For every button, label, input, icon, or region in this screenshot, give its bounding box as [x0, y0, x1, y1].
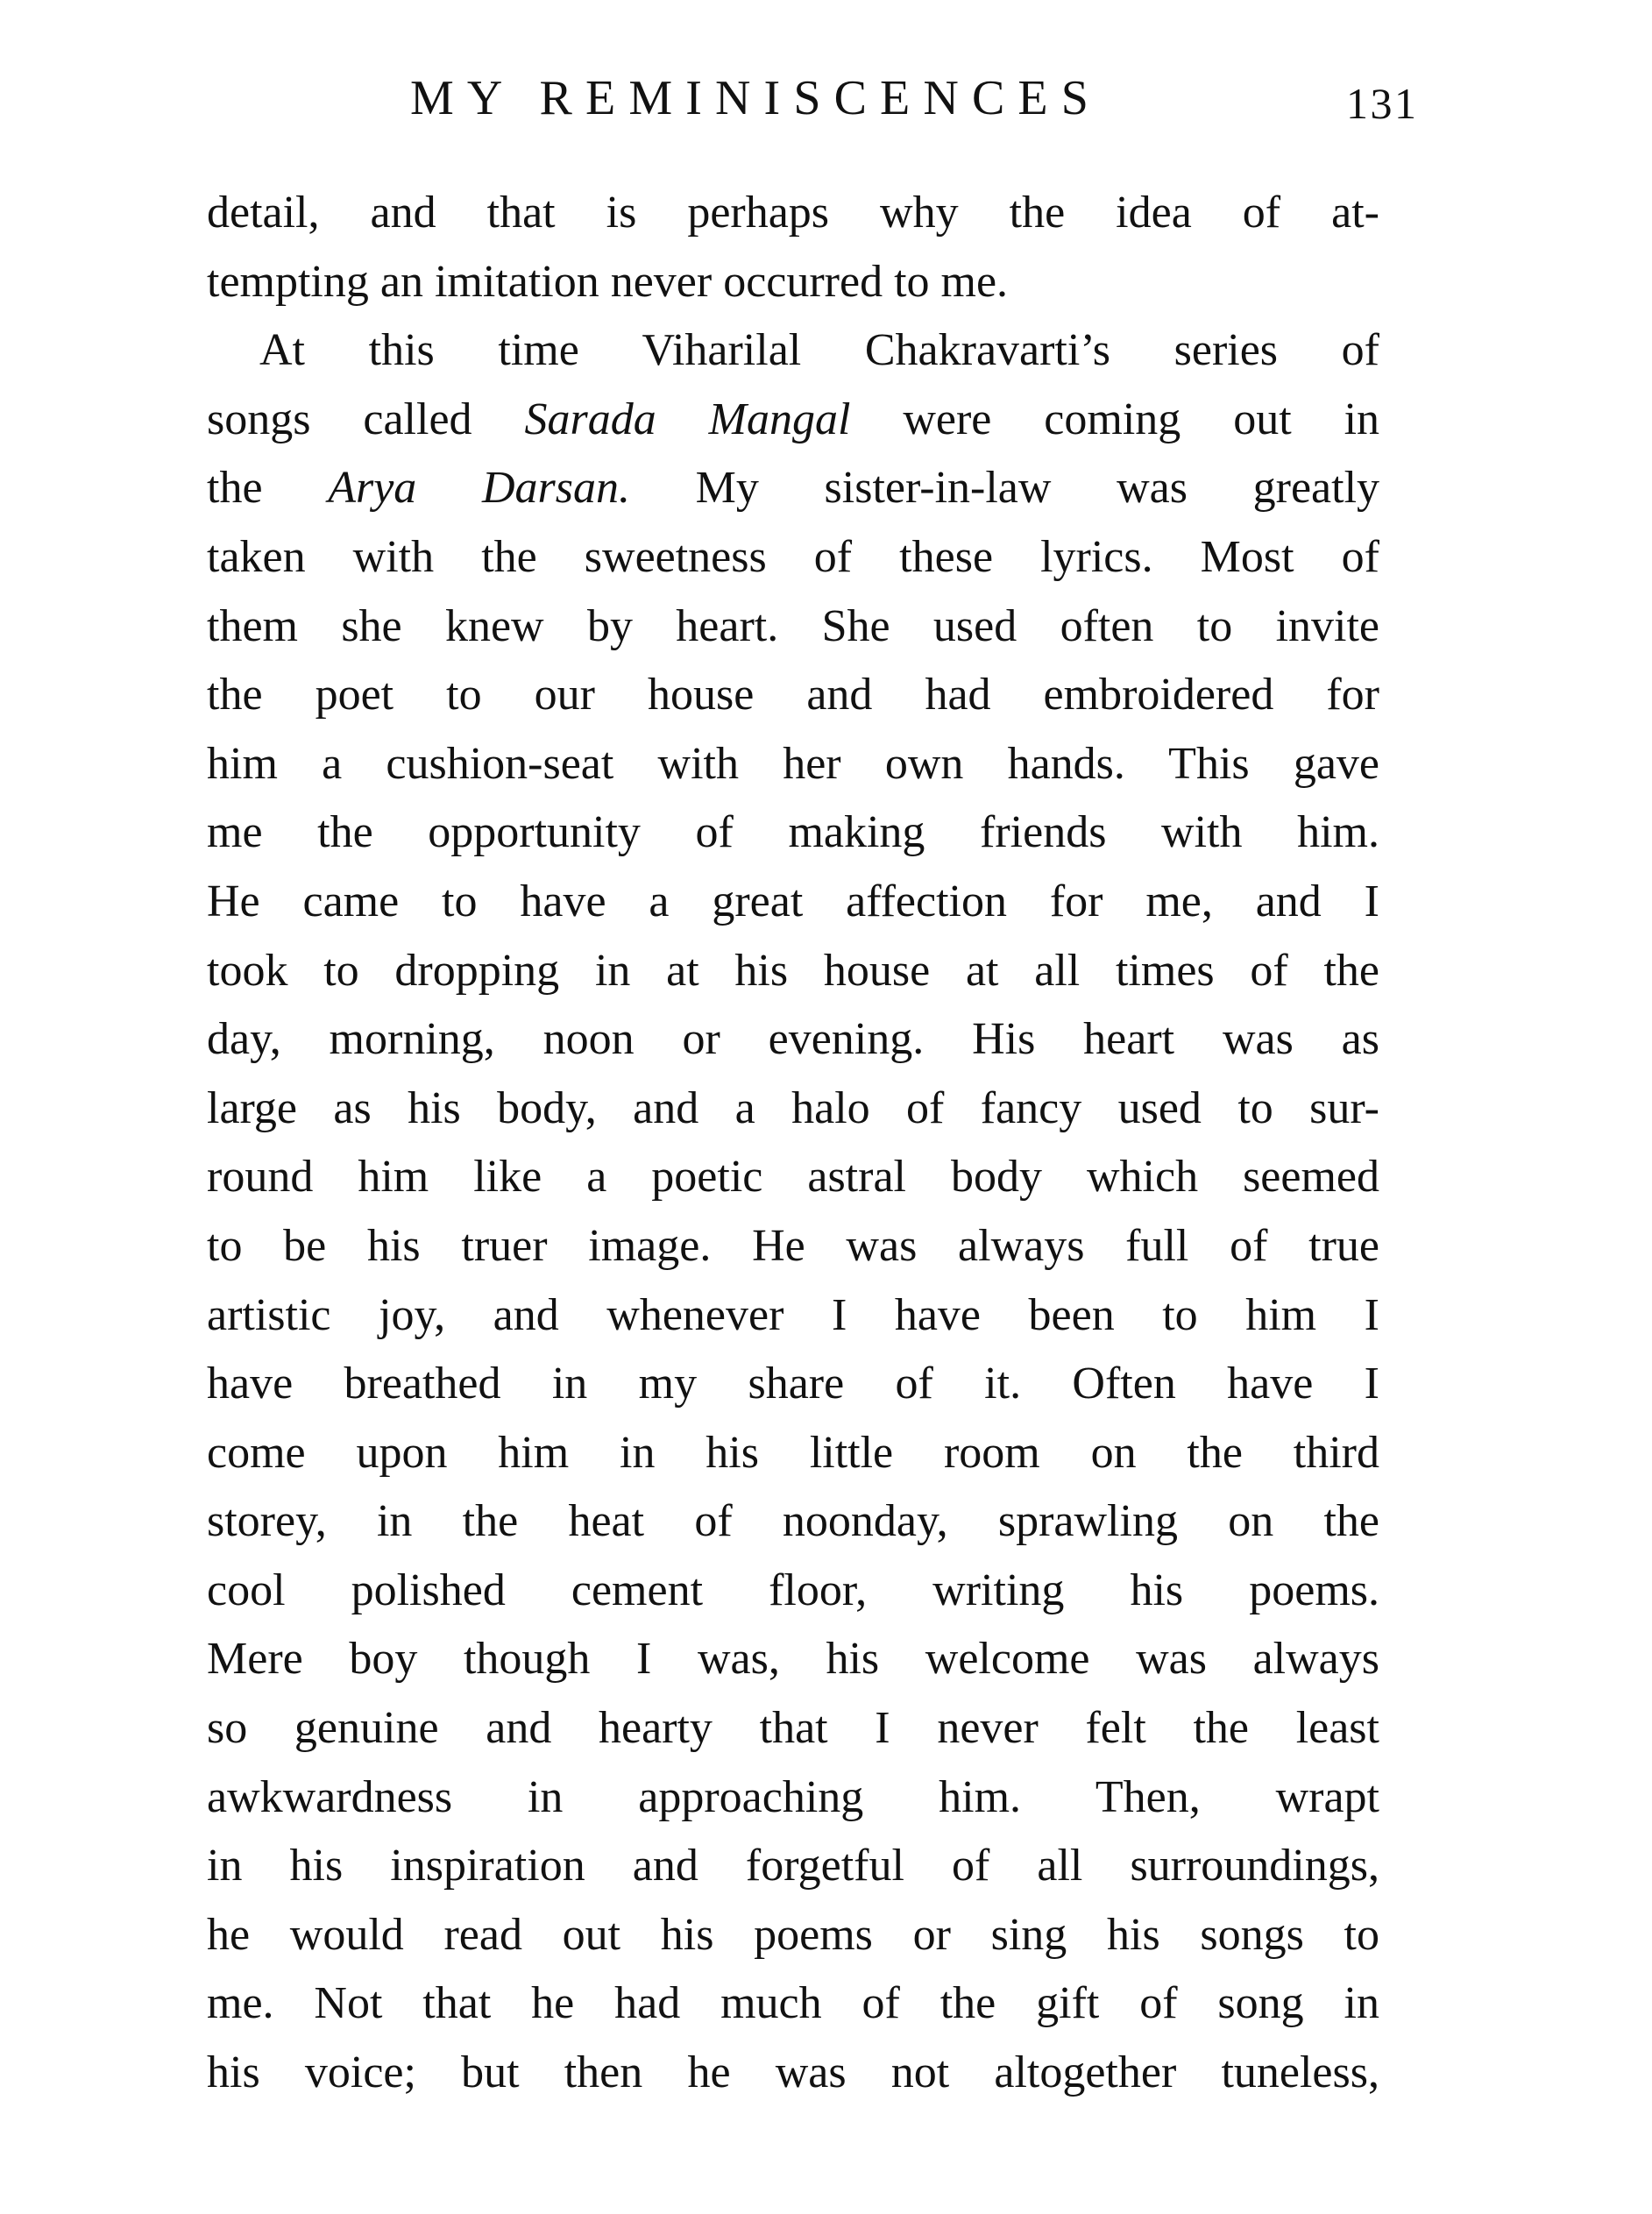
text-segment: were coming out in — [850, 394, 1380, 444]
text-line — [207, 454, 1379, 523]
text-line: in his inspiration and forgetful of all surroundings, — [207, 1841, 1379, 1891]
text-segment: the — [207, 463, 329, 514]
text-line: to be his truer image. He was always full of true — [207, 1220, 1379, 1271]
text-line: large as his body, and a halo of fancy used to sur- — [207, 1082, 1379, 1133]
text-line: He came to have a great affection for me, and I — [207, 876, 1379, 926]
running-head — [0, 63, 1652, 133]
text-line: so genuine and hearty that I never felt the least — [207, 1703, 1379, 1754]
text-line: them she knew by heart. She used often to invite — [207, 600, 1379, 651]
text-segment: My sister-in-law was greatly — [629, 463, 1380, 514]
text-segment: songs called — [207, 394, 525, 444]
text-line: awkwardness in approaching him. Then, wrapt — [207, 1771, 1379, 1822]
text-line: the poet to our house and had embroidered for — [207, 670, 1379, 720]
text-line: Mere boy though I was, his welcome was always — [207, 1634, 1379, 1685]
text-line: come upon him in his little room on the third — [207, 1427, 1379, 1478]
text-line: his voice; but then he was not altogether tuneless, — [207, 2047, 1379, 2098]
text-line: round him like a poetic astral body which seemed — [207, 1152, 1379, 1203]
text-line: took to dropping in at his house at all times of the — [207, 945, 1379, 996]
text-line: him a cushion-seat with her own hands. This gave — [207, 738, 1379, 789]
page-number: 131 — [1346, 79, 1419, 128]
text-line: have breathed in my share of it. Often have I — [207, 1359, 1379, 1409]
body-text — [207, 179, 1379, 2108]
text-line: cool polished cement floor, writing his poems. — [207, 1565, 1379, 1615]
text-line: At this time Viharilal Chakravarti’s series of — [259, 325, 1379, 376]
italic-title: Arya Darsan. — [328, 463, 630, 514]
text-line: me the opportunity of making friends with him. — [207, 807, 1379, 858]
text-line: day, morning, noon or evening. His heart was as — [207, 1014, 1379, 1065]
text-line: he would read out his poems or sing his songs to — [207, 1909, 1379, 1960]
text-line — [207, 386, 1379, 455]
text-line: artistic joy, and whenever I have been to him I — [207, 1289, 1379, 1340]
text-line: tempting an imitation never occurred to me. — [207, 256, 1009, 307]
running-head-title: MY REMINISCENCES — [410, 71, 1103, 125]
text-line: storey, in the heat of noonday, sprawling on the — [207, 1496, 1379, 1547]
text-line: detail, and that is perhaps why the idea of at- — [207, 188, 1379, 238]
italic-title: Sarada Mangal — [524, 394, 851, 444]
text-line: me. Not that he had much of the gift of song in — [207, 1978, 1379, 2029]
text-line: taken with the sweetness of these lyrics. Most of — [207, 531, 1379, 582]
